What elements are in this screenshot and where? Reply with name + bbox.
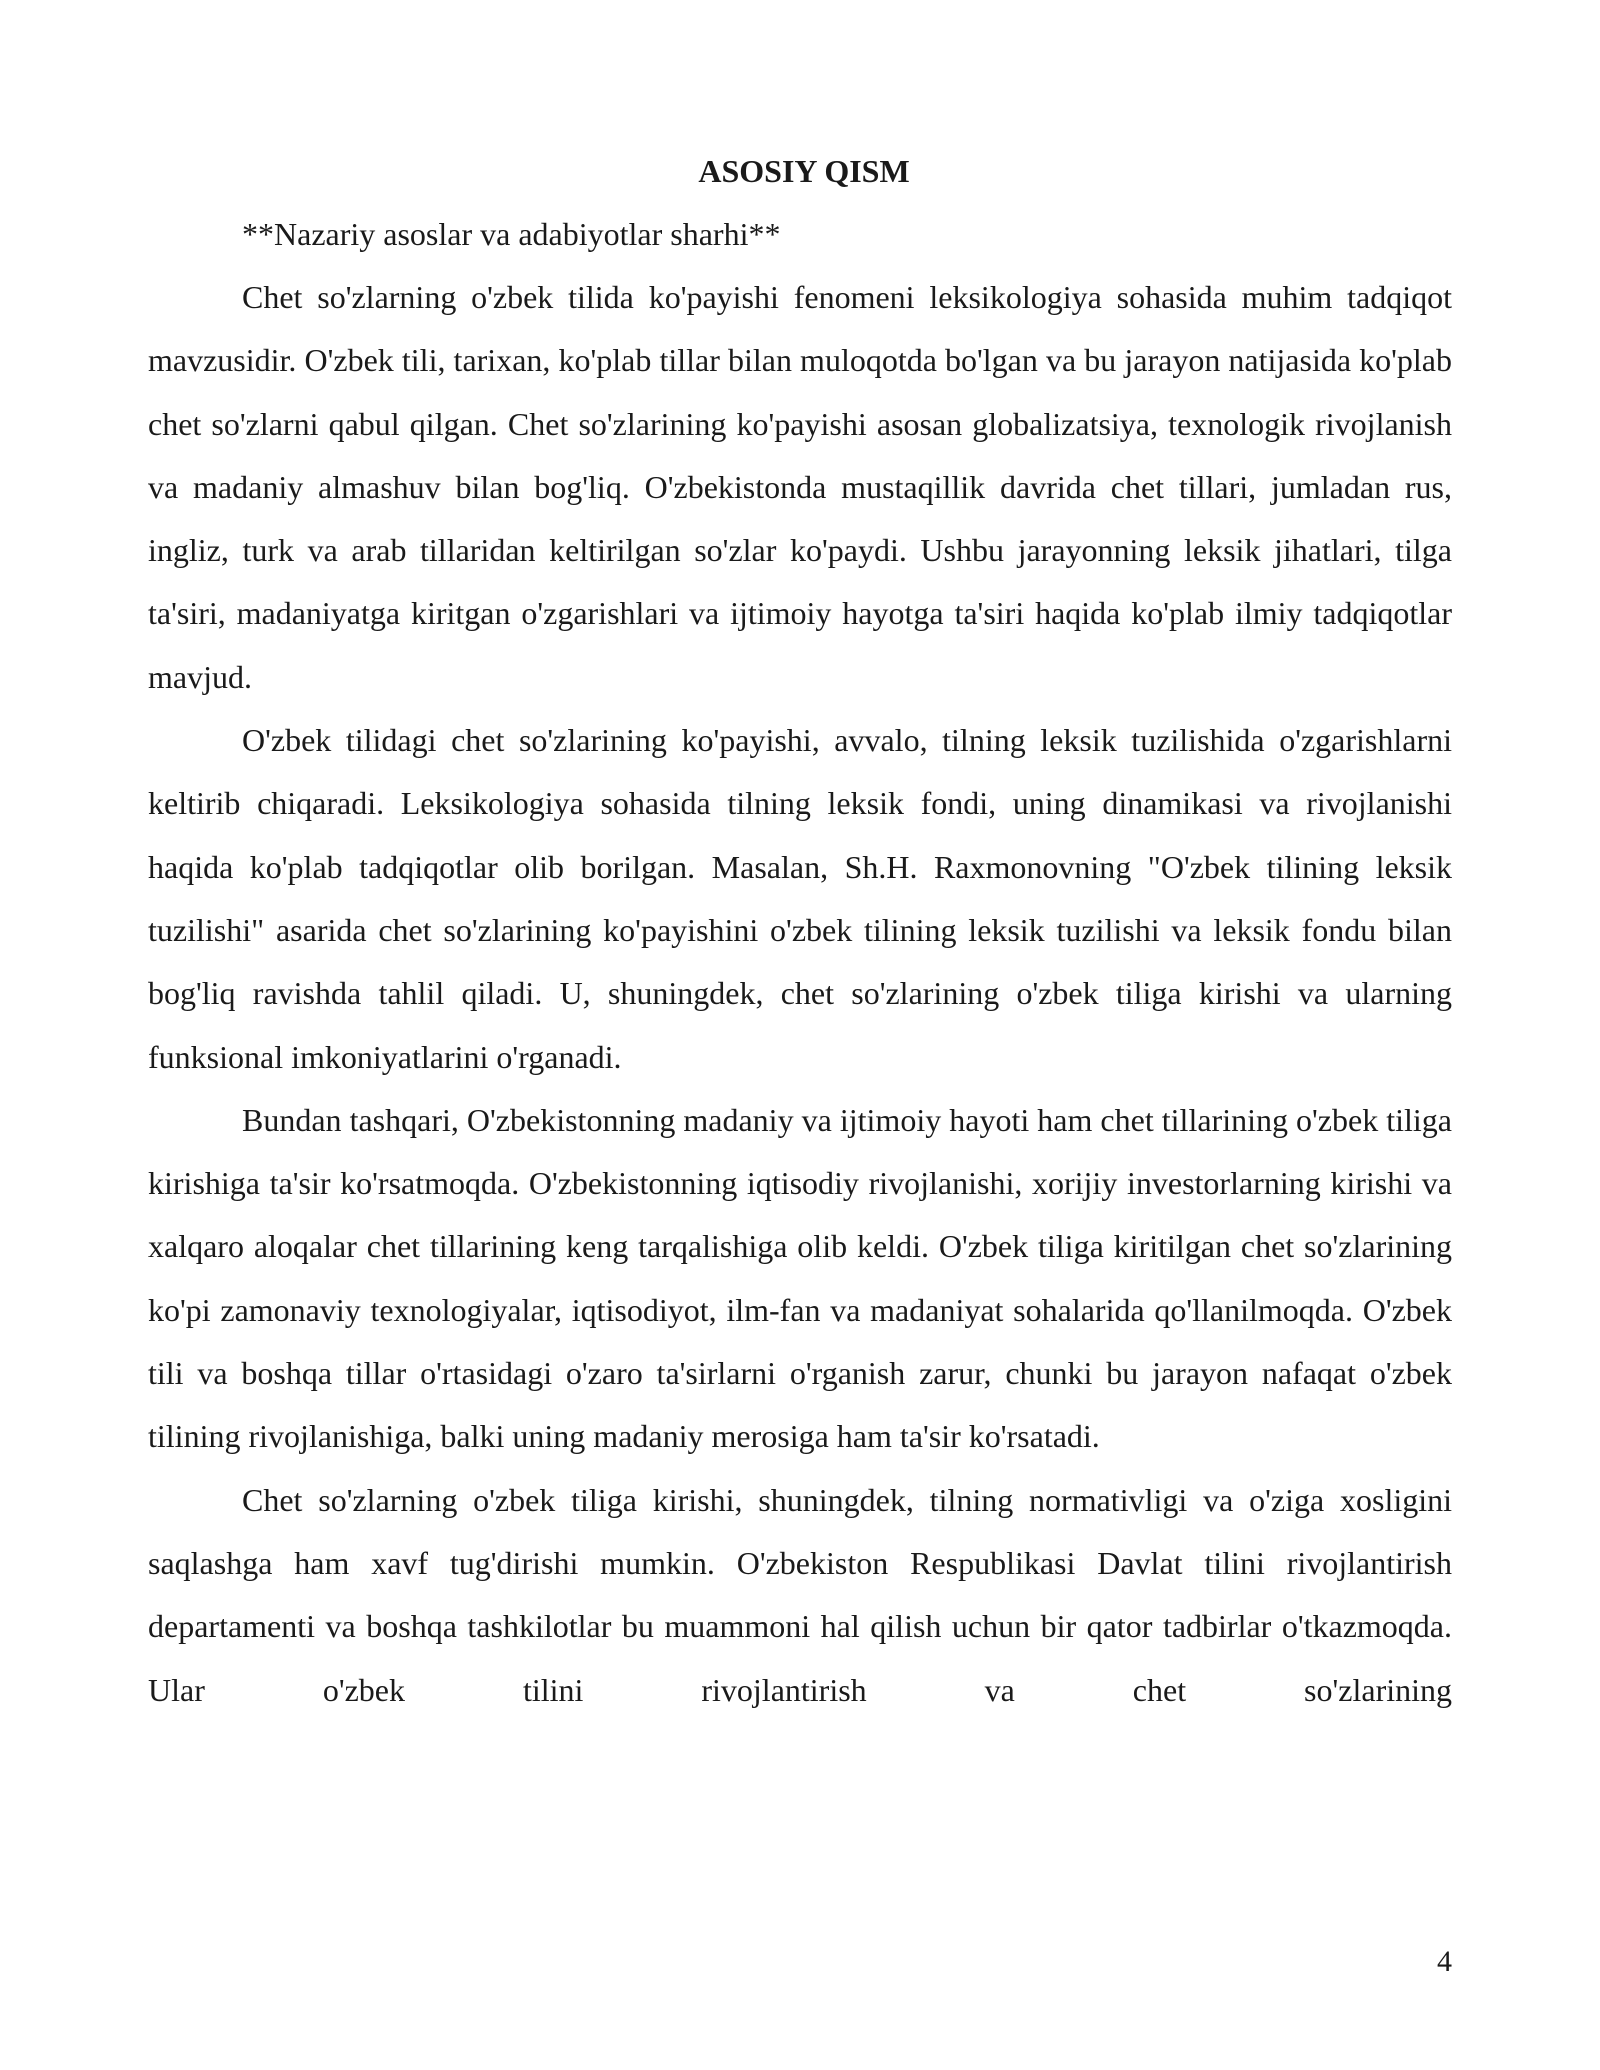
subsection-heading: **Nazariy asoslar va adabiyotlar sharhi** [242,216,781,252]
section-heading: ASOSIY QISM [698,153,910,189]
paragraph-4: Chet so'zlarning o'zbek tiliga kirishi, shuningdek, tilning normativligi va o'ziga xosligini saqlashga ham xavf tug'dirishi mumkin. O'zbekiston Respublikasi Davlat tilini rivojlantirish departamenti va boshqa tashkilotlar bu muammoni hal qilish uchun bir qator tadbirlar o'tkazmoqda. Ular o'zbek tilini rivojlantirish va chet so'zlarining [148,1481,1452,1708]
page-content [148,140,1452,1722]
paragraph-2: O'zbek tilidagi chet so'zlarining ko'payishi, avvalo, tilning leksik tuzilishida o'zgarishlarni keltirib chiqaradi. Leksikologiya sohasida tilning leksik fondi, uning dinamikasi va rivojlanishi haqida ko'plab tadqiqotlar olib borilgan. Masalan, Sh.H. Raxmonovning "O'zbek tilining leksik tuzilishi" asarida chet so'zlarining ko'payishini o'zbek tilining leksik tuzilishi va leksik fondu bilan bog'liq ravishda tahlil qiladi. U, shuningdek, chet so'zlarining o'zbek tiliga kirishi va ularning funksional imkoniyatlarini o'rganadi. [148,722,1452,1075]
page-number: 4 [1437,1945,1452,1978]
paragraph-3: Bundan tashqari, O'zbekistonning madaniy va ijtimoiy hayoti ham chet tillarining o'zbek tiliga kirishiga ta'sir ko'rsatmoqda. O'zbekistonning iqtisodiy rivojlanishi, xorijiy investorlarning kirishi va xalqaro aloqalar chet tillarining keng tarqalishiga olib keldi. O'zbek tiliga kiritilgan chet so'zlarining ko'pi zamonaviy texnologiyalar, iqtisodiyot, ilm-fan va madaniyat sohalarida qo'llanilmoqda. O'zbek tili va boshqa tillar o'rtasidagi o'zaro ta'sirlarni o'rganish zarur, chunki bu jarayon nafaqat o'zbek tilining rivojlanishiga, balki uning madaniy merosiga ham ta'sir ko'rsatadi. [148,1101,1452,1455]
paragraph-1: Chet so'zlarning o'zbek tilida ko'payishi fenomeni leksikologiya sohasida muhim tadqiqot mavzusidir. O'zbek tili, tarixan, ko'plab tillar bilan muloqotda bo'lgan va bu jarayon natijasida ko'plab chet so'zlarni qabul qilgan. Chet so'zlarining ko'payishi asosan globalizatsiya, texnologik rivojlanish va madaniy almashuv bilan bog'liq. O'zbekistonda mustaqillik davrida chet tillari, jumladan rus, ingliz, turk va arab tillaridan keltirilgan so'zlar ko'paydi. Ushbu jarayonning leksik jihatlari, tilga ta'siri, madaniyatga kiritgan o'zgarishlari va ijtimoiy hayotga ta'siri haqida ko'plab ilmiy tadqiqotlar mavjud. [148,279,1452,695]
